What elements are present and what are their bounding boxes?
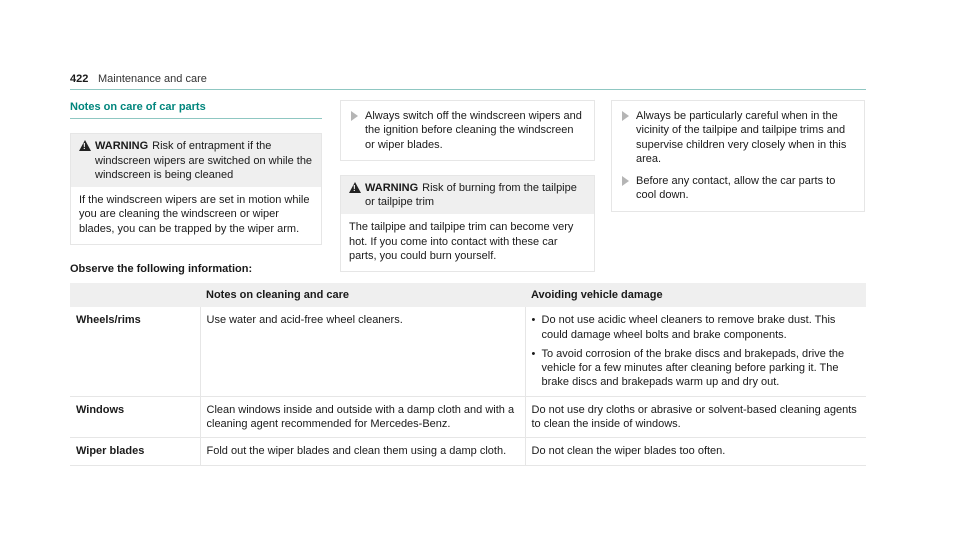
chapter-title: Maintenance and care xyxy=(98,73,207,85)
column-1 xyxy=(70,100,322,245)
column-header: Avoiding vehicle damage xyxy=(525,283,866,307)
column-2 xyxy=(340,100,595,272)
care-cell: Fold out the wiper blades and clean them using a damp cloth. xyxy=(200,438,525,465)
care-cell: Clean windows inside and outside with a damp cloth and with a cleaning agent recommended for Mercedes-Benz. xyxy=(200,396,525,438)
tip-item: Always switch off the windscreen wipers and the ignition before cleaning the windscreen or wiper blades. xyxy=(365,109,586,152)
arrow-icon xyxy=(622,176,629,186)
warning-box-entrapment xyxy=(70,133,322,245)
care-table xyxy=(70,283,866,466)
column-3 xyxy=(611,100,865,212)
section-title: Notes on care of car parts xyxy=(70,100,322,119)
warning-label: WARNING xyxy=(95,140,149,153)
care-cell: Use water and acid-free wheel cleaners. xyxy=(200,307,525,396)
avoid-cell: Do not use dry cloths or abrasive or solvent-based cleaning agents to clean the inside of windows. xyxy=(525,396,866,438)
warning-body: If the windscreen wipers are set in motion while you are cleaning the windscreen or wiper blades, you can be trapped by the wiper arm. xyxy=(79,194,310,235)
tip-box-wipers xyxy=(340,100,595,161)
warning-label: WARNING xyxy=(365,181,419,194)
avoid-cell: Do not clean the wiper blades too often. xyxy=(525,438,866,465)
page-header xyxy=(70,70,866,90)
column-header xyxy=(70,283,200,307)
row-label: Wheels/rims xyxy=(70,307,200,396)
column-header: Notes on cleaning and care xyxy=(200,283,525,307)
warning-icon xyxy=(349,182,361,193)
tip-box-tailpipe xyxy=(611,100,865,212)
table-row xyxy=(70,307,866,396)
arrow-icon xyxy=(351,111,358,121)
warning-headline: Risk of entrapment if the windscreen wipers are switched on while the windscreen is being cleaned xyxy=(95,140,313,181)
row-label: Windows xyxy=(70,396,200,438)
row-label: Wiper blades xyxy=(70,438,200,465)
table-row xyxy=(70,438,866,465)
arrow-icon xyxy=(622,111,629,121)
warning-box-burning xyxy=(340,175,595,272)
avoid-cell xyxy=(525,307,866,396)
warning-body: The tailpipe and tailpipe trim can become very hot. If you come into contact with these car parts, you could burn yourself. xyxy=(349,221,574,263)
bullet-item: • Do not use acidic wheel cleaners to remove brake dust. This could damage wheel bolts and brake components. xyxy=(532,313,861,342)
table-row xyxy=(70,396,866,438)
page-number: 422 xyxy=(70,73,89,85)
warning-icon xyxy=(79,140,91,151)
tip-item: Before any contact, allow the car parts to cool down. xyxy=(636,174,856,203)
observe-heading: Observe the following information: xyxy=(70,263,253,275)
tip-item: Always be particularly careful when in the vicinity of the tailpipe and tailpipe trims and supervise children very closely when in this area. xyxy=(636,109,856,166)
warning-headline: Risk of burning from the tailpipe or tailpipe trim xyxy=(365,181,577,209)
bullet-item: • To avoid corrosion of the brake discs and brakepads, drive the vehicle for a few minutes after cleaning before parking it. The brake discs and brakepads warm up and dry out. xyxy=(532,347,861,390)
